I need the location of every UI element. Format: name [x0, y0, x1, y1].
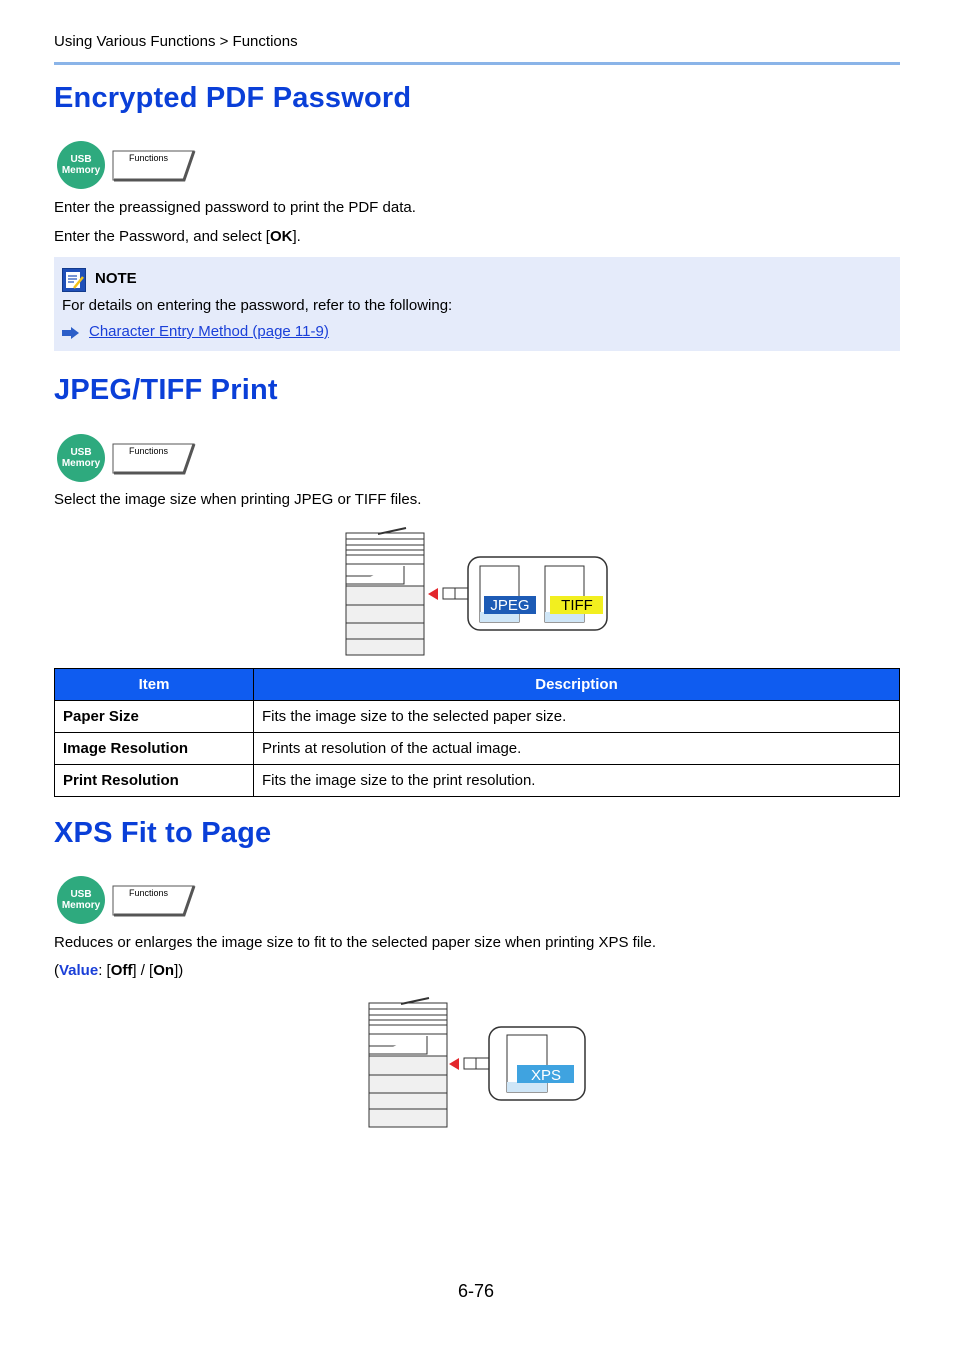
table-cell-item: Paper Size — [55, 701, 254, 733]
value-colon: : [ — [98, 962, 111, 979]
section-title-jpeg-tiff: JPEG/TIFF Print — [54, 374, 278, 406]
table-cell-description: Prints at resolution of the actual image. — [254, 733, 900, 765]
section2-paragraph: Select the image size when printing JPEG or TIFF files. — [54, 491, 422, 508]
memory-label: Memory — [61, 165, 101, 176]
section-title-encrypted-pdf: Encrypted PDF Password — [54, 82, 412, 114]
badge-row — [57, 876, 217, 924]
page-number: 6-76 — [458, 1281, 495, 1301]
printer-icon — [346, 528, 424, 655]
usb-memory-badge — [57, 141, 105, 189]
table-cell-item: Print Resolution — [55, 765, 254, 797]
table-header-item: Item — [55, 669, 254, 701]
table-cell-description: Fits the image size to the selected paper size. — [254, 701, 900, 733]
tiff-label: TIFF — [561, 597, 593, 614]
xps-label: XPS — [530, 1067, 562, 1084]
memory-label: Memory — [61, 458, 101, 469]
note-title: NOTE — [95, 270, 137, 287]
character-entry-link[interactable]: Character Entry Method (page 11-9) — [89, 323, 329, 340]
table-cell-description: Fits the image size to the print resolution. — [254, 765, 900, 797]
arrow-right-icon — [62, 327, 80, 339]
section3-paragraph: Reduces or enlarges the image size to fit to the selected paper size when printing XPS file. — [54, 934, 656, 951]
printer-usb-illustration — [340, 526, 615, 661]
table-header-row — [55, 669, 900, 701]
note-text: For details on entering the password, refer to the following: — [62, 297, 453, 314]
usb-label: USB — [70, 447, 92, 458]
para2-post: ]. — [292, 228, 301, 245]
table-row — [55, 765, 900, 797]
note-icon — [62, 268, 86, 292]
value-label: Value — [59, 962, 99, 979]
usb-label: USB — [70, 154, 92, 165]
settings-table — [54, 668, 900, 797]
table-header-description: Description — [254, 669, 900, 701]
value-line — [54, 962, 183, 979]
para2-pre: Enter the Password, and select [ — [54, 228, 270, 245]
section1-paragraph1: Enter the preassigned password to print the PDF data. — [54, 199, 416, 216]
badge-row — [57, 434, 217, 482]
functions-tab-label: Functions — [129, 153, 169, 163]
usb-label: USB — [70, 889, 92, 900]
printer-usb-xps-illustration — [363, 996, 593, 1131]
jpeg-label: JPEG — [490, 597, 530, 614]
table-row — [55, 733, 900, 765]
functions-tab-label: Functions — [129, 888, 169, 898]
table-row — [55, 701, 900, 733]
functions-tab — [112, 885, 196, 917]
usb-memory-badge — [57, 434, 105, 482]
table-cell-item: Image Resolution — [55, 733, 254, 765]
printer-icon — [369, 998, 447, 1127]
badge-row — [57, 141, 217, 189]
section1-paragraph2 — [54, 228, 301, 245]
functions-tab — [112, 443, 196, 475]
usb-memory-badge — [57, 876, 105, 924]
value-on: On — [153, 962, 175, 979]
header-rule — [54, 62, 900, 65]
value-open: ( — [54, 962, 59, 979]
section-title-xps-fit: XPS Fit to Page — [54, 817, 272, 849]
value-close: ]) — [174, 962, 184, 979]
value-sep: ] / [ — [132, 962, 154, 979]
memory-label: Memory — [61, 900, 101, 911]
breadcrumb: Using Various Functions > Functions — [54, 33, 298, 50]
red-arrow-icon — [449, 1058, 459, 1070]
note-box — [54, 257, 900, 351]
functions-tab-label: Functions — [129, 446, 169, 456]
ok-key-label: OK — [269, 228, 293, 245]
functions-tab — [112, 150, 196, 182]
value-off: Off — [110, 962, 133, 979]
red-arrow-icon — [428, 588, 438, 600]
